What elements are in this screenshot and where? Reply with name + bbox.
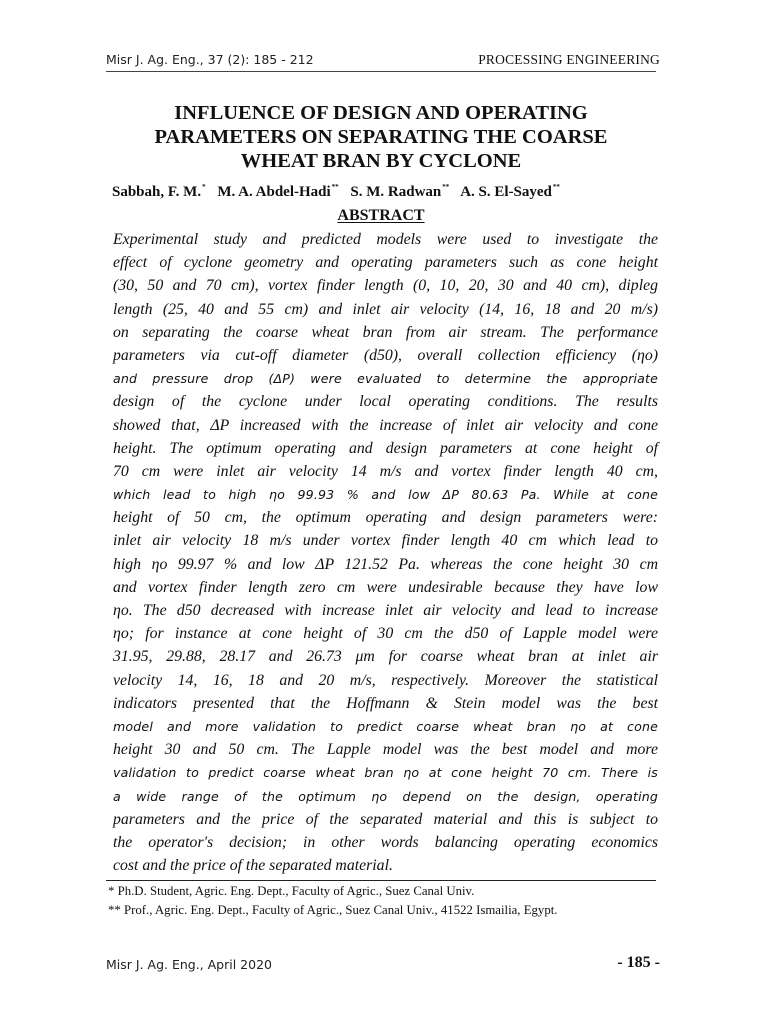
- abstract-line: 70 cm were inlet air velocity 14 m/s and vortex finder length 40 cm,: [113, 462, 658, 480]
- abstract-line: inlet air velocity 18 m/s under vortex finder length 40 cm which lead to: [113, 532, 658, 550]
- abstract-body: [113, 228, 658, 877]
- running-footer-journal: Misr J. Ag. Eng., April 2020: [106, 957, 272, 972]
- abstract-line: which lead to high ηo 99.93 % and low ΔP 80.63 Pa. While at cone: [113, 487, 658, 503]
- abstract-line: height 30 and 50 cm. The Lapple model was the best model and more: [113, 741, 658, 759]
- abstract-line: ηo; for instance at cone height of 30 cm the d50 of Lapple model were: [113, 625, 658, 643]
- paper-title: [106, 101, 656, 173]
- author: M. A. Abdel-Hadi**: [217, 183, 339, 200]
- abstract-line: showed that, ΔP increased with the increase of inlet air velocity and cone: [113, 416, 658, 434]
- title-line: INFLUENCE OF DESIGN AND OPERATING: [174, 102, 588, 124]
- abstract-line: length (25, 40 and 55 cm) and inlet air velocity (14, 16, 18 and 20 m/s): [113, 300, 658, 318]
- running-header-section: PROCESSING ENGINEERING: [478, 52, 660, 67]
- abstract-heading: ABSTRACT: [337, 207, 425, 224]
- abstract-line: model and more validation to predict coarse wheat bran ηo at cone: [113, 718, 658, 734]
- author: Sabbah, F. M.*: [112, 183, 206, 200]
- abstract-line: 31.95, 29.88, 28.17 and 26.73 μm for coarse wheat bran at inlet air: [113, 648, 658, 666]
- abstract-line: parameters and the price of the separated material and this is subject to: [113, 810, 658, 828]
- abstract-line: indicators presented that the Hoffmann & Stein model was the best: [113, 694, 658, 712]
- abstract-line: a wide range of the optimum ηo depend on the design, operating: [113, 788, 658, 804]
- abstract-line: on separating the coarse wheat bran from air stream. The performance: [113, 323, 658, 341]
- abstract-line: high ηo 99.97 % and low ΔP 121.52 Pa. whereas the cone height 30 cm: [113, 555, 658, 573]
- abstract-line: velocity 14, 16, 18 and 20 m/s, respectively. Moreover the statistical: [113, 671, 658, 689]
- abstract-line: ηo. The d50 decreased with increase inlet air velocity and lead to increase: [113, 602, 658, 619]
- footnote-author-student: * Ph.D. Student, Agric. Eng. Dept., Faculty of Agric., Suez Canal Univ.: [108, 884, 475, 898]
- abstract-line: design of the cyclone under local operating conditions. The results: [113, 393, 658, 411]
- abstract-line: validation to predict coarse wheat bran ηo at cone height 70 cm. There is: [113, 765, 658, 781]
- abstract-line: cost and the price of the separated material.: [113, 857, 393, 875]
- abstract-line: effect of cyclone geometry and operating parameters such as cone height: [113, 254, 658, 272]
- running-header-journal: Misr J. Ag. Eng., 37 (2): 185 - 212: [106, 52, 314, 67]
- title-line: WHEAT BRAN BY CYCLONE: [240, 150, 522, 172]
- page-number: - 185 -: [617, 954, 660, 971]
- abstract-line: height. The optimum operating and design parameters at cone height of: [113, 439, 658, 457]
- abstract-line: and vortex finder length zero cm were undesirable because they have low: [113, 578, 658, 596]
- abstract-line: height of 50 cm, the optimum operating and design parameters were:: [113, 509, 658, 527]
- footnote-author-prof: ** Prof., Agric. Eng. Dept., Faculty of Agric., Suez Canal Univ., 41522 Ismailia, Egypt.: [108, 903, 558, 917]
- abstract-line: (30, 50 and 70 cm), vortex finder length (0, 10, 20, 30 and 40 cm), dipleg: [113, 277, 658, 295]
- abstract-line: Experimental study and predicted models were used to investigate the: [113, 231, 658, 248]
- footnote-rule: [106, 880, 656, 881]
- abstract-line: and pressure drop (ΔP) were evaluated to determine the appropriate: [113, 371, 658, 387]
- abstract-line: parameters via cut-off diameter (d50), overall collection efficiency (ηo): [113, 346, 658, 364]
- author-list: [112, 183, 568, 201]
- author: S. M. Radwan**: [350, 183, 450, 200]
- abstract-line: the operator's decision; in other words balancing operating economics: [113, 833, 658, 851]
- author: A. S. El-Sayed**: [460, 183, 560, 200]
- header-rule: [106, 71, 656, 72]
- title-line: PARAMETERS ON SEPARATING THE COARSE: [154, 126, 608, 148]
